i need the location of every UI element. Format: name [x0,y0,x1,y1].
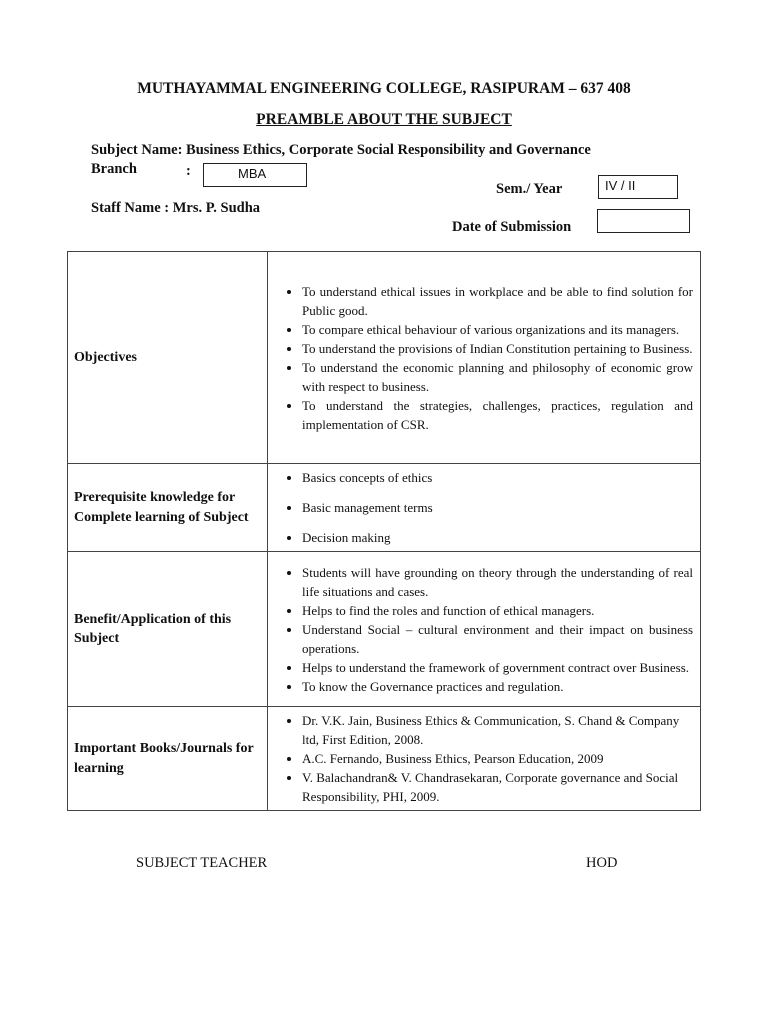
list-item: • A.C. Fernando, Business Ethics, Pearson Education, 2009 [302,749,693,768]
subject-name-label: Subject Name: [91,142,183,158]
row-content [268,252,701,464]
list-item: • To understand the strategies, challenges, practices, regulation and implementation of CSR. [302,396,693,434]
date-of-submission-field[interactable] [597,209,690,233]
date-of-submission-label: Date of Submission [452,219,572,235]
hod-signature: HOD [586,855,618,871]
branch-label: Branch [91,161,137,177]
list-item: • Basic management terms [302,498,693,517]
table-row [68,552,701,707]
list-item: • Decision making [302,528,693,547]
books-list [276,711,693,806]
row-content [268,464,701,552]
table-row [68,252,701,464]
list-item: • Helps to find the roles and function of ethical managers. [302,601,693,620]
list-item: • To know the Governance practices and regulation. [302,677,693,696]
row-heading: Prerequisite knowledge for Complete learning of Subject [68,464,268,552]
list-item: • To understand the economic planning and philosophy of economic grow with respect to business. [302,358,693,396]
sem-year-label: Sem./ Year [496,181,563,197]
list-item: • Dr. V.K. Jain, Business Ethics & Communication, S. Chand & Company ltd, First Edition, 2008. [302,711,693,749]
table-row [68,464,701,552]
subject-name-value: Business Ethics, Corporate Social Responsibility and Governance [186,142,591,158]
row-heading: Objectives [68,252,268,464]
list-item: • Basics concepts of ethics [302,468,693,487]
row-content [268,707,701,811]
list-item: • Understand Social – cultural environment and their impact on business operations. [302,620,693,658]
staff-name-value: : Mrs. P. Sudha [164,200,261,216]
prerequisite-list [276,468,693,547]
document-title: PREAMBLE ABOUT THE SUBJECT [256,111,512,128]
objectives-list [276,282,693,434]
list-item: • V. Balachandran& V. Chandrasekaran, Corporate governance and Social Responsibility, PHI, 2009. [302,768,693,806]
branch-field[interactable]: MBA [203,163,307,187]
subject-teacher-signature: SUBJECT TEACHER [136,855,268,871]
list-item: • To understand ethical issues in workplace and be able to find solution for Public good. [302,282,693,320]
table-row [68,707,701,811]
sem-year-field[interactable]: IV / II [598,175,678,199]
subject-name-line [91,142,591,159]
benefit-list [276,563,693,696]
list-item: • To understand the provisions of Indian Constitution pertaining to Business. [302,339,693,358]
list-item: • To compare ethical behaviour of various organizations and its managers. [302,320,693,339]
staff-name-label: Staff Name [91,200,161,216]
branch-colon: : [186,163,191,179]
row-heading: Important Books/Journals for learning [68,707,268,811]
list-item: • Helps to understand the framework of government contract over Business. [302,658,693,677]
row-content [268,552,701,707]
row-heading: Benefit/Application of this Subject [68,552,268,707]
college-name: MUTHAYAMMAL ENGINEERING COLLEGE, RASIPURAM – 637 408 [137,80,631,97]
staff-name-line [91,200,260,217]
preamble-table [67,251,701,811]
list-item: • Students will have grounding on theory through the understanding of real life situations and cases. [302,563,693,601]
